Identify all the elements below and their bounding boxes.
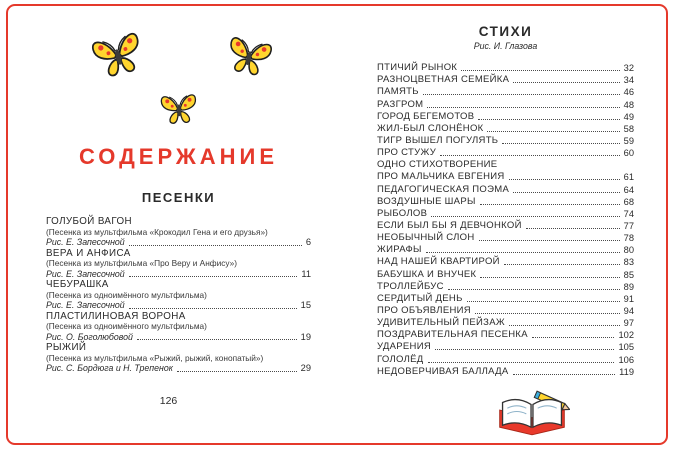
toc-entry bbox=[377, 110, 634, 122]
toc-entry bbox=[377, 255, 634, 267]
dot-leader bbox=[479, 240, 620, 241]
toc-page-number: 68 bbox=[623, 196, 634, 207]
toc-page-number: 80 bbox=[623, 245, 634, 256]
toc-entry-credit: Рис. С. Бордюга и Н. Трепенок bbox=[46, 363, 173, 373]
toc-entry bbox=[377, 352, 634, 364]
toc-page-number: 29 bbox=[300, 363, 311, 373]
toc-page-number: 74 bbox=[623, 208, 634, 219]
toc-page-number: 85 bbox=[623, 269, 634, 280]
toc-page-number: 15 bbox=[300, 300, 311, 310]
toc-entry bbox=[377, 97, 634, 109]
toc-entry bbox=[377, 219, 634, 231]
toc-entry-title: ОДНО СТИХОТВОРЕНИЕ bbox=[377, 159, 498, 171]
dot-leader bbox=[461, 70, 619, 71]
toc-entry-title: НЕДОВЕРЧИВАЯ БАЛЛАДА bbox=[377, 365, 509, 377]
dot-leader bbox=[509, 325, 620, 326]
toc-page-number: 89 bbox=[623, 281, 634, 292]
toc-entry-title: ПТИЧИЙ РЫНОК bbox=[377, 62, 458, 74]
dot-leader bbox=[526, 228, 620, 229]
toc-page-number: 32 bbox=[623, 63, 634, 74]
toc-entry-credit: Рис. Е. Запесочной bbox=[46, 268, 125, 279]
toc-entry-title: ЖИЛ-БЫЛ СЛОНЁНОК bbox=[377, 122, 484, 134]
toc-entry-title: ПЛАСТИЛИНОВАЯ ВОРОНА bbox=[46, 310, 186, 322]
toc-entry-title: ПЕДАГОГИЧЕСКАЯ ПОЭМА bbox=[377, 183, 510, 195]
right-page bbox=[337, 0, 674, 449]
butterfly-icon bbox=[157, 89, 202, 130]
dot-leader bbox=[431, 216, 619, 217]
toc-entry bbox=[46, 249, 311, 280]
toc-page-number: 19 bbox=[300, 331, 311, 342]
toc-entry-credit-line bbox=[46, 300, 311, 311]
toc-entry bbox=[377, 231, 634, 243]
toc-entry-title: РЫЖИЙ bbox=[46, 342, 87, 353]
dot-leader bbox=[129, 308, 297, 309]
toc-page-number: 60 bbox=[623, 148, 634, 159]
toc-entry bbox=[46, 343, 311, 374]
toc-entry-title: НЕОБЫЧНЫЙ СЛОН bbox=[377, 232, 475, 244]
toc-page-number: 91 bbox=[623, 293, 634, 304]
toc-entry-title: РЫБОЛОВ bbox=[377, 207, 428, 219]
toc-entry-title: ВЕРА И АНФИСА bbox=[46, 247, 131, 259]
toc-page-number: 97 bbox=[623, 318, 634, 329]
dot-leader bbox=[513, 192, 620, 193]
butterfly-icon bbox=[85, 24, 152, 87]
dot-leader bbox=[440, 155, 620, 156]
dot-leader bbox=[426, 252, 620, 253]
toc-entry-credit: Рис. Е. Запесочной bbox=[46, 300, 125, 310]
toc-page-number: 58 bbox=[623, 123, 634, 134]
toc-entry bbox=[377, 267, 634, 279]
toc-entry bbox=[377, 146, 634, 158]
toc-page-number: 34 bbox=[623, 75, 634, 86]
toc-entry bbox=[377, 195, 634, 207]
toc-entry-title: ЖИРАФЫ bbox=[377, 244, 422, 256]
dot-leader bbox=[435, 349, 614, 350]
toc-entry bbox=[377, 73, 634, 85]
toc-page-number: 119 bbox=[619, 366, 634, 377]
dot-leader bbox=[478, 119, 619, 120]
dot-leader bbox=[428, 362, 615, 363]
dot-leader bbox=[487, 131, 619, 132]
toc-entry-title: ВОЗДУШНЫЕ ШАРЫ bbox=[377, 195, 476, 207]
toc-entry-title: СЕРДИТЫЙ ДЕНЬ bbox=[377, 292, 463, 304]
toc-page-number: 64 bbox=[623, 184, 634, 195]
toc-entry-title: ЧЕБУРАШКА bbox=[46, 279, 109, 290]
toc-page-number: 11 bbox=[301, 268, 311, 279]
dot-leader bbox=[504, 264, 620, 265]
toc-entry-title: ПАМЯТЬ bbox=[377, 86, 419, 98]
toc-entry-credit: Рис. О. Боголюбовой bbox=[46, 331, 133, 342]
toc-entry bbox=[377, 316, 634, 328]
toc-entry bbox=[46, 280, 311, 311]
toc-entry-credit-line bbox=[46, 332, 311, 343]
toc-page-number: 102 bbox=[618, 330, 634, 341]
songs-section-heading: ПЕСЕНКИ bbox=[141, 190, 216, 205]
toc-entry-credit-line bbox=[46, 363, 311, 374]
toc-entry-title: ТРОЛЛЕЙБУС bbox=[377, 280, 444, 292]
toc-entry-subtitle: (Песенка из мультфильма «Крокодил Гена и его друзья») bbox=[46, 226, 268, 237]
toc-entry-title: УДИВИТЕЛЬНЫЙ ПЕЙЗАЖ bbox=[377, 317, 505, 329]
book-and-pencil-illustration bbox=[494, 387, 570, 437]
toc-entry bbox=[377, 365, 634, 377]
toc-entry-subtitle: (Песенка из одноимённого мультфильма) bbox=[46, 321, 207, 331]
poems-illustrator-credit: Рис. И. Глазова bbox=[473, 41, 538, 51]
toc-entry-credit-line bbox=[46, 237, 311, 248]
toc-entry-title: ПРО МАЛЬЧИКА ЕВГЕНИЯ bbox=[377, 171, 505, 183]
dot-leader bbox=[480, 277, 619, 278]
toc-entry-title: ЕСЛИ БЫЛ БЫ Я ДЕВЧОНКОЙ bbox=[377, 219, 522, 231]
toc-entry-subtitle: (Песенка из одноимённого мультфильма) bbox=[46, 289, 207, 300]
toc-entry-title: РАЗГРОМ bbox=[377, 98, 424, 110]
toc-entry bbox=[377, 292, 634, 304]
toc-entry bbox=[377, 182, 634, 194]
toc-entry-subtitle: (Песенка из мультфильма «Рыжий, рыжий, конопатый») bbox=[46, 352, 264, 363]
toc-entry bbox=[377, 61, 634, 73]
dot-leader bbox=[509, 179, 620, 180]
dot-leader bbox=[513, 374, 616, 375]
dot-leader bbox=[448, 289, 620, 290]
toc-page-number: 6 bbox=[305, 237, 311, 247]
toc-entry bbox=[377, 134, 634, 146]
toc-entry bbox=[377, 340, 634, 352]
toc-entry-title: ГОЛОЛЁД bbox=[377, 353, 424, 365]
toc-entry bbox=[377, 280, 634, 292]
toc-entry-title: ГОРОД БЕГЕМОТОВ bbox=[377, 110, 475, 122]
toc-entry bbox=[377, 304, 634, 316]
toc-entry bbox=[46, 217, 311, 248]
dot-leader bbox=[532, 337, 615, 338]
toc-entry bbox=[46, 312, 311, 343]
dot-leader bbox=[480, 204, 620, 205]
toc-entry bbox=[377, 85, 634, 97]
toc-entry bbox=[377, 122, 634, 134]
toc-entry bbox=[377, 158, 634, 170]
dot-leader bbox=[475, 313, 620, 314]
toc-page-number: 105 bbox=[618, 342, 634, 353]
dot-leader bbox=[467, 301, 620, 302]
toc-page-number: 106 bbox=[618, 354, 634, 365]
dot-leader bbox=[427, 107, 619, 108]
toc-page-number: 94 bbox=[623, 305, 634, 316]
dot-leader bbox=[513, 82, 619, 83]
toc-page-number: 83 bbox=[623, 257, 634, 268]
toc-entry-title: РАЗНОЦВЕТНАЯ СЕМЕЙКА bbox=[377, 74, 510, 86]
toc-page-number: 77 bbox=[623, 220, 634, 231]
toc-entry bbox=[377, 207, 634, 219]
dot-leader bbox=[129, 245, 302, 246]
butterfly-icon bbox=[220, 29, 278, 84]
toc-entry-credit-line bbox=[46, 269, 311, 280]
toc-entry bbox=[377, 243, 634, 255]
toc-entry bbox=[377, 328, 634, 340]
toc-entry-title: БАБУШКА И ВНУЧЕК bbox=[377, 268, 477, 280]
toc-page-number: 78 bbox=[623, 233, 634, 244]
toc-page-number: 49 bbox=[623, 111, 634, 122]
toc-entry-title: ПРО СТУЖУ bbox=[377, 147, 437, 159]
toc-entry-subtitle: (Песенка из мультфильма «Про Веру и Анфису») bbox=[46, 258, 238, 268]
toc-entry-title: УДАРЕНИЯ bbox=[377, 341, 432, 353]
toc-page-number: 59 bbox=[623, 135, 634, 146]
dot-leader bbox=[137, 339, 297, 340]
toc-entry-title: НАД НАШЕЙ КВАРТИРОЙ bbox=[377, 256, 500, 268]
dot-leader bbox=[423, 94, 620, 95]
toc-entry-credit: Рис. Е. Запесочной bbox=[46, 237, 125, 247]
toc-entry-title: ГОЛУБОЙ ВАГОН bbox=[46, 216, 133, 227]
dot-leader bbox=[129, 276, 298, 277]
toc-page-number: 46 bbox=[623, 87, 634, 98]
toc-entry-title: ТИГР ВЫШЕЛ ПОГУЛЯТЬ bbox=[377, 134, 499, 146]
toc-page-number: 48 bbox=[623, 99, 634, 110]
toc-entry-title: ПРО ОБЪЯВЛЕНИЯ bbox=[377, 304, 471, 316]
toc-entry bbox=[377, 170, 634, 182]
songs-toc-list bbox=[46, 217, 311, 374]
poems-section-heading: СТИХИ bbox=[478, 24, 533, 39]
poems-toc-list bbox=[377, 61, 634, 377]
dot-leader bbox=[177, 371, 297, 372]
toc-entry-title: ПОЗДРАВИТЕЛЬНАЯ ПЕСЕНКА bbox=[377, 329, 528, 341]
dot-leader bbox=[502, 143, 619, 144]
butterflies-illustration bbox=[46, 24, 311, 140]
contents-title: СОДЕРЖАНИЕ bbox=[78, 144, 279, 169]
folio-page-number: 126 bbox=[159, 395, 178, 407]
toc-page-number: 61 bbox=[623, 172, 634, 183]
